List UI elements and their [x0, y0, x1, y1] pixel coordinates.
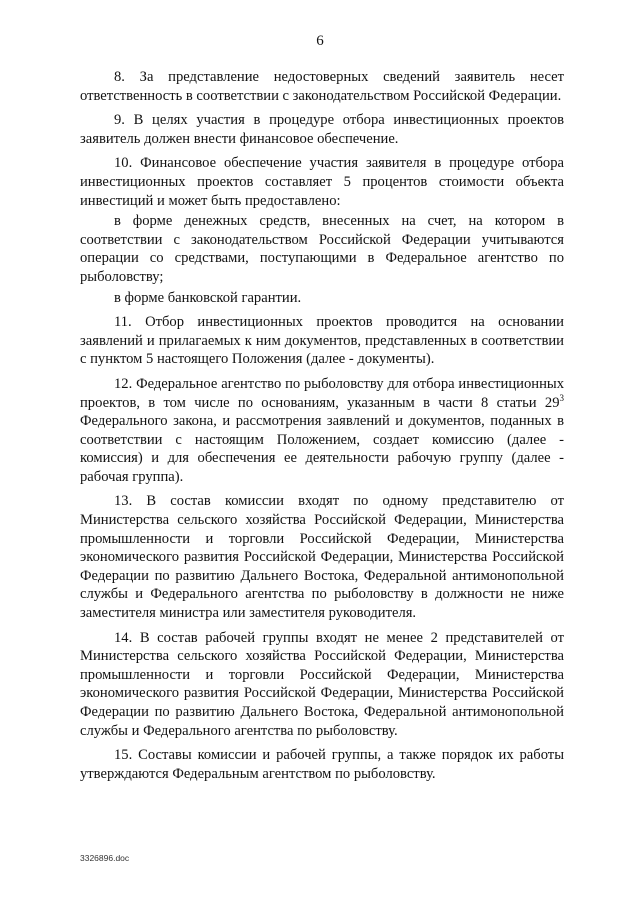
paragraph-12-text-before: 12. Федеральное агентство по рыболовству для отбора инвестиционных проектов, в том числе по основаниям, указанным в части 8 статьи 29 [80, 375, 564, 411]
paragraph-10: 10. Финансовое обеспечение участия заявителя в процедуре отбора инвестиционных проектов составляет 5 процентов стоимости объекта инвестиций и может быть предоставлено: [80, 155, 564, 209]
paragraph-10-option-guarantee: в форме банковской гарантии. [114, 289, 302, 306]
paragraph-14: 14. В состав рабочей группы входят не менее 2 представителей от Министерства сельского хозяйства Российской Федерации, Министерства промышленности и торговли Российской Федерации, Министерства экономического развития Российской Федерации, Министерства Российской Федерации по развитию Дальнего Востока, Федеральной антимонопольной службы и Федерального агентства по рыболовству. [80, 629, 564, 739]
paragraph-11: 11. Отбор инвестиционных проектов проводится на основании заявлений и прилагаемых к ним документов, представленных в соответствии с пунктом 5 настоящего Положения (далее - документы). [80, 314, 564, 368]
paragraph-10-option-cash: в форме денежных средств, внесенных на счет, на котором в соответствии с законодательством Российской Федерации учитываются операции со средствами, поступающими в Федеральное агентство по рыболовству; [80, 213, 564, 285]
paragraph-13: 13. В состав комиссии входят по одному представителю от Министерства сельского хозяйства Российской Федерации, Министерства промышленности и торговли Российской Федерации, Министерства экономического развития Российской Федерации, Министерства Российской Федерации по развитию Дальнего Востока, Федеральной антимонопольной службы и Федерального агентства по рыболовству в должности не ниже заместителя министра или заместителя руководителя. [80, 493, 564, 622]
paragraph-12 [80, 375, 564, 487]
paragraph-8: 8. За представление недостоверных сведений заявитель несет ответственность в соответствии с законодательством Российской Федерации. [80, 69, 564, 104]
page-number: 6 [316, 33, 324, 49]
document-body [80, 68, 564, 789]
paragraph-12-text-after: Федерального закона, и рассмотрения заявлений и документов, поданных в соответствии с настоящим Положением, создает комиссию (далее - комиссия) и для обеспечения ее деятельности рабочую группу (далее - рабочая группа). [80, 413, 564, 485]
paragraph-12-superscript: 3 [559, 392, 564, 403]
paragraph-15: 15. Составы комиссии и рабочей группы, а также порядок их работы утверждаются Федеральным агентством по рыболовству. [80, 747, 564, 782]
paragraph-9: 9. В целях участия в процедуре отбора инвестиционных проектов заявитель должен внести финансовое обеспечение. [80, 112, 564, 147]
document-footer: 3326896.doc [80, 853, 130, 863]
